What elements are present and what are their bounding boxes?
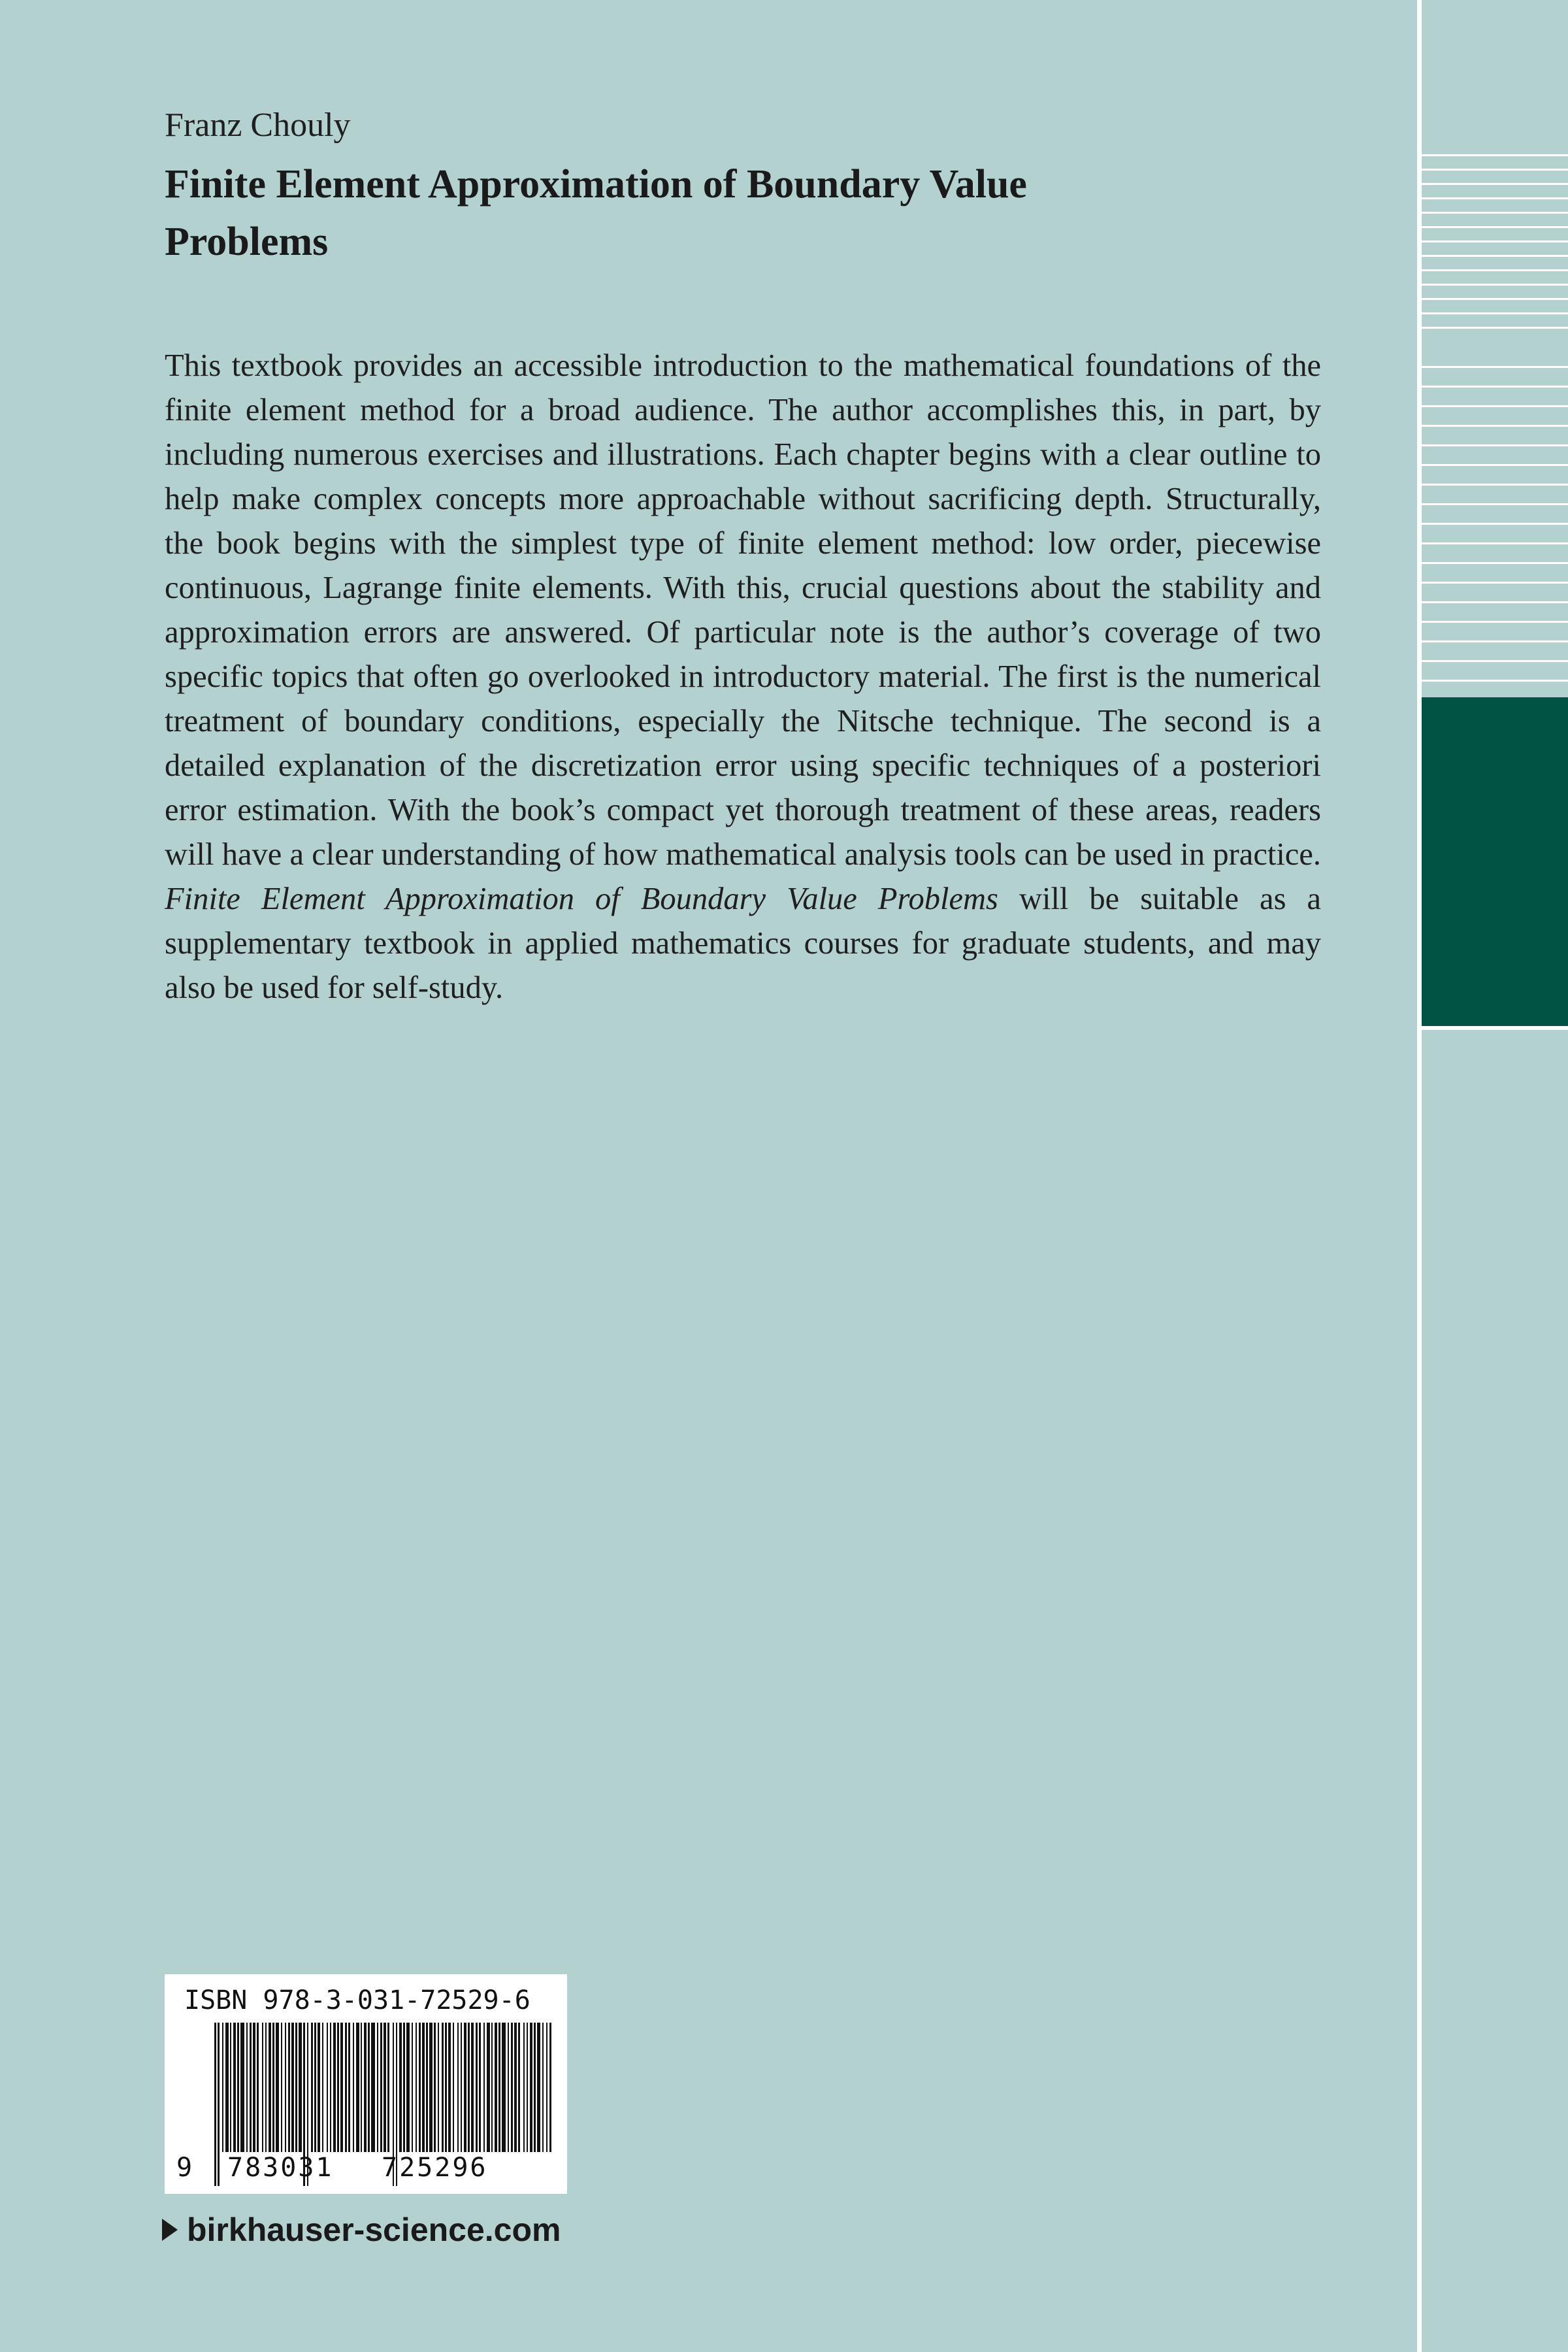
spine-stripe	[1422, 386, 1568, 388]
barcode-bar	[468, 2023, 470, 2152]
barcode-bar	[285, 2023, 286, 2152]
barcode-bar	[534, 2023, 536, 2152]
barcode-bar	[406, 2023, 410, 2152]
barcode-bar	[542, 2023, 544, 2152]
barcode-bar	[457, 2023, 459, 2152]
barcode-bar	[502, 2023, 506, 2152]
spine-stripe	[1422, 405, 1568, 407]
barcode-bar	[318, 2023, 320, 2152]
barcode-bar	[356, 2023, 359, 2152]
barcode-bar	[453, 2023, 454, 2152]
spine-divider	[1422, 1026, 1568, 1030]
barcode-bar	[340, 2023, 343, 2152]
barcode-bar	[281, 2023, 282, 2152]
barcode-bar	[214, 2023, 216, 2186]
spine-stripe	[1422, 621, 1568, 623]
barcode-bar	[288, 2023, 290, 2152]
barcode-bar	[377, 2023, 378, 2152]
barcode-bar	[327, 2023, 328, 2152]
barcode-bar	[257, 2023, 259, 2152]
barcode-bar	[269, 2023, 271, 2152]
barcode-bar	[218, 2023, 220, 2186]
barcode-bar	[448, 2023, 451, 2152]
barcode-bar	[403, 2023, 405, 2152]
isbn-barcode	[165, 1974, 567, 2194]
barcode-bar	[225, 2023, 229, 2152]
spine-stripe	[1422, 169, 1568, 171]
spine-stripe	[1422, 183, 1568, 185]
barcode-bar	[429, 2023, 433, 2152]
barcode-left-digits: 783031	[227, 2153, 334, 2183]
barcode-bar	[368, 2023, 370, 2152]
spine-stripe	[1422, 464, 1568, 466]
barcode-bar	[322, 2023, 323, 2152]
barcode-bar	[384, 2023, 386, 2152]
publisher-link[interactable]	[162, 2209, 561, 2251]
barcode-bar	[262, 2023, 263, 2152]
barcode-bar	[464, 2023, 466, 2152]
spine-stripe	[1422, 582, 1568, 584]
spine-stripe	[1422, 298, 1568, 300]
spine-stripe	[1422, 503, 1568, 505]
barcode-bar	[250, 2023, 252, 2152]
publisher-url[interactable]: birkhauser-science.com	[187, 2211, 561, 2248]
spine-stripe	[1422, 212, 1568, 214]
barcode-bar	[371, 2023, 375, 2152]
barcode-bar	[419, 2023, 421, 2152]
blurb-outro: will be suitable as a supplementary textbook in applied mathematics courses for graduate students, and may also be used for self-study.	[165, 882, 1321, 1005]
barcode-bar	[299, 2023, 302, 2152]
barcode-bar	[240, 2023, 244, 2152]
barcode-bar	[537, 2023, 540, 2152]
barcode-bar	[422, 2023, 425, 2152]
barcode-bar	[498, 2023, 500, 2152]
barcode-bar	[291, 2023, 294, 2152]
author-name: Franz Chouly	[165, 107, 351, 144]
barcode-bars	[165, 1974, 567, 2194]
spine-stripe	[1422, 484, 1568, 486]
spine-stripe	[1422, 542, 1568, 544]
barcode-bar	[523, 2023, 525, 2152]
spine-stripe	[1422, 444, 1568, 446]
barcode-bar	[412, 2023, 413, 2152]
spine-stripe	[1422, 425, 1568, 427]
barcode-bar	[483, 2023, 485, 2152]
spine-stripe	[1422, 601, 1568, 603]
isbn-label: ISBN 978-3-031-72529-6	[184, 1985, 531, 2015]
blurb-text	[165, 344, 1321, 1010]
barcode-bar	[311, 2023, 313, 2152]
barcode-bar	[549, 2023, 551, 2152]
barcode-bar	[237, 2023, 239, 2152]
triangle-right-icon	[162, 2219, 178, 2241]
barcode-bar	[527, 2023, 528, 2152]
spine-stripe	[1422, 562, 1568, 564]
book-title-line-2: Problems	[165, 220, 329, 264]
spine-stripe	[1422, 680, 1568, 682]
barcode-bar	[476, 2023, 478, 2152]
barcode-right-digits: 725296	[382, 2153, 488, 2183]
spine-stripe	[1422, 240, 1568, 242]
spine-strip	[1417, 0, 1568, 2352]
barcode-bar	[345, 2023, 347, 2152]
barcode-bar	[233, 2023, 236, 2152]
blurb-intro: This textbook provides an accessible introduction to the mathematical foundations of the finite element method for a broad audience. The author accomplishes this, in part, by including numerous exercises and illustrations. Each chapter begins with a clear outline to help make complex concepts more approachable without sacrificing depth. Structurally, the book begins with the simplest type of finite element method: low order, piecewise continuous, Lagrange finite elements. With this, crucial questions about the stability and approximation errors are answered. Of particular note is the author’s coverage of two specific topics that often go overlooked in introductory material. The first is the numerical treatment of boundary conditions, especially the Nitsche technique. The second is a detailed explanation of the discretization error using specific techniques of a posteriori error estimation. With the book’s compact yet thorough treatment of these areas, readers will have a clear understanding of how mathematical analysis tools can be used in practice.	[165, 348, 1321, 872]
spine-stripe	[1422, 197, 1568, 199]
barcode-bar	[337, 2023, 339, 2152]
spine-stripe	[1422, 366, 1568, 368]
barcode-bar	[364, 2023, 367, 2152]
barcode-bar	[508, 2023, 509, 2152]
barcode-bar	[518, 2023, 520, 2152]
barcode-bar	[276, 2023, 279, 2152]
barcode-bar	[514, 2023, 517, 2152]
barcode-bar	[479, 2023, 481, 2152]
barcode-bar	[546, 2023, 547, 2152]
barcode-bar	[442, 2023, 444, 2152]
book-title	[165, 156, 1275, 271]
barcode-bar	[222, 2023, 223, 2152]
barcode-bar	[330, 2023, 331, 2152]
spine-stripe	[1422, 523, 1568, 525]
spine-stripe	[1422, 312, 1568, 314]
barcode-bar	[230, 2023, 231, 2152]
book-title-line-1: Finite Element Approximation of Boundary Value	[165, 162, 1027, 207]
barcode-bar	[361, 2023, 362, 2152]
barcode-bar	[445, 2023, 447, 2152]
barcode-bar	[272, 2023, 274, 2152]
spine-stripe	[1422, 640, 1568, 642]
barcode-bar	[416, 2023, 417, 2152]
barcode-bar	[438, 2023, 439, 2152]
spine-stripe	[1422, 284, 1568, 286]
barcode-bar	[461, 2023, 462, 2152]
spine-stripe	[1422, 154, 1568, 156]
barcode-bar	[333, 2023, 336, 2152]
barcode-bar	[495, 2023, 497, 2152]
barcode-bar	[530, 2023, 532, 2152]
barcode-bar	[314, 2023, 316, 2152]
barcode-bar	[253, 2023, 255, 2152]
spine-green-block	[1422, 697, 1568, 1026]
spine-stripe	[1422, 255, 1568, 257]
barcode-bar	[426, 2023, 428, 2152]
barcode-bar	[246, 2023, 248, 2152]
spine-stripe	[1422, 269, 1568, 271]
barcode-bar	[434, 2023, 436, 2152]
spine-stripe	[1422, 226, 1568, 228]
barcode-first-digit: 9	[176, 2153, 193, 2183]
barcode-bar	[295, 2023, 297, 2152]
barcode-bar	[380, 2023, 382, 2152]
barcode-bar	[265, 2023, 267, 2152]
barcode-bar	[399, 2023, 402, 2152]
barcode-bar	[471, 2023, 474, 2152]
barcode-bar	[487, 2023, 490, 2152]
barcode-bar	[348, 2023, 350, 2152]
spine-stripe	[1422, 660, 1568, 662]
barcode-bar	[387, 2023, 389, 2152]
barcode-bar	[353, 2023, 354, 2152]
spine-stripe	[1422, 327, 1568, 329]
barcode-bar	[511, 2023, 513, 2152]
barcode-bar	[491, 2023, 493, 2152]
blurb-italic-title: Finite Element Approximation of Boundary Value Problems	[165, 882, 998, 916]
